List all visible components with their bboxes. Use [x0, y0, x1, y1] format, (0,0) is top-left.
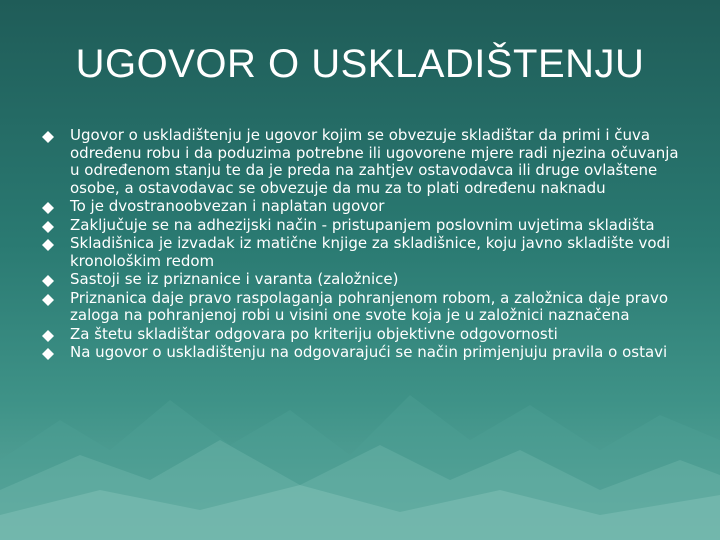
slide-title: UGOVOR O USKLADIŠTENJU — [75, 42, 645, 86]
bullet-text: Priznanica daje pravo raspolaganja pohranjenom robom, a založnica daje pravo zaloga na pohranjenoj robi u visini one svote koja je u založnici naznačena — [70, 288, 669, 324]
bullet-text: Sastoji se iz priznanice i varanta (založnice) — [70, 270, 399, 288]
list-item — [40, 127, 680, 197]
bullet-text: Zaključuje se na adhezijski način - pristupanjem poslovnim uvjetima skladišta — [70, 215, 655, 234]
mountain-background — [0, 340, 720, 540]
bullet-text: Skladišnica je izvadak iz matične knjige za skladišnice, koju javno skladište vodi kronološkim redom — [70, 234, 671, 270]
diamond-bullet-icon — [42, 131, 54, 143]
bullet-list — [40, 127, 680, 363]
list-item — [40, 326, 680, 344]
bullet-text: To je dvostranoobvezan i naplatan ugovor — [70, 197, 385, 215]
list-item — [40, 217, 680, 235]
bullet-text: Na ugovor o uskladištenju na odgovarajući se način primjenjuju pravila o ostavi — [70, 343, 668, 361]
list-item — [40, 344, 680, 362]
diamond-bullet-icon — [42, 330, 54, 342]
diamond-bullet-icon — [42, 239, 54, 251]
diamond-bullet-icon — [42, 275, 54, 287]
diamond-bullet-icon — [42, 294, 54, 306]
list-item — [40, 290, 680, 325]
diamond-bullet-icon — [42, 348, 54, 360]
list-item — [40, 198, 680, 216]
diamond-bullet-icon — [42, 221, 54, 233]
bullet-text: Za štetu skladištar odgovara po kriteriju objektivne odgovornosti — [70, 324, 558, 343]
list-item — [40, 235, 680, 270]
diamond-bullet-icon — [42, 202, 54, 214]
list-item — [40, 271, 680, 289]
bullet-text: Ugovor o uskladištenju je ugovor kojim se obvezuje skladištar da primi i čuva određenu robu i da poduzima potrebne ili ugovorene mjere radi njezina očuvanja u određenom stanju te da je preda na zahtjev ostavodavca ili druge ovlaštene osobe, a ostavodavac se obvezuje da mu za to plati određenu naknadu — [70, 126, 679, 197]
